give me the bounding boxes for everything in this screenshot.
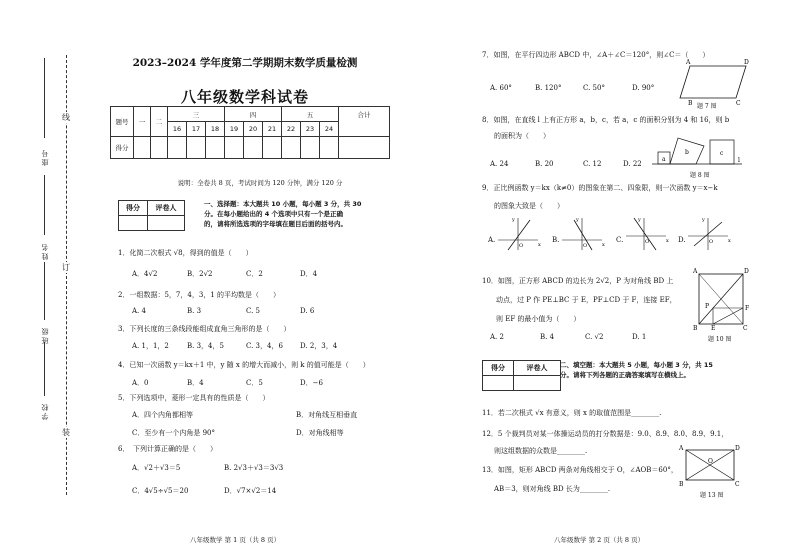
q8-option-d[interactable]: D. 22	[623, 160, 642, 168]
q2-option-c[interactable]: C. 5	[246, 307, 261, 315]
section1-line3: 的，请将所选选项的字母填在题目后面的括号内。	[204, 220, 347, 228]
fig10-label-c: C	[743, 325, 748, 332]
grader-score-cell[interactable]	[119, 216, 148, 231]
score-table-question-label: 题号	[111, 107, 134, 137]
score-table-subnum: 17	[187, 122, 206, 137]
instructions: 说明：全卷共 8 页，考试时间为 120 分钟，满分 120 分	[177, 179, 343, 187]
question-9-line1: 9．正比例函数 y＝kx（k≠0）的图象在第二、四象限，则一次函数 y＝x−k	[482, 184, 718, 192]
score-table	[110, 106, 390, 159]
q9-option-b[interactable]: B.	[552, 236, 560, 244]
fig9a-y: y	[512, 217, 515, 223]
question-13-line1: 13．如图，矩形 ABCD 两条对角线相交于 O，∠AOB＝60°，	[482, 466, 678, 474]
q1-option-d[interactable]: D．4	[300, 270, 318, 278]
figure-8	[652, 124, 742, 166]
question-10-line3: 则 EF 的最小值为（ ）	[496, 315, 581, 323]
q4-option-b[interactable]: B．4	[187, 379, 204, 387]
grader-name-cell[interactable]	[148, 216, 185, 231]
q6-option-c[interactable]: C．4√5÷√5＝20	[132, 487, 189, 495]
q3-option-b[interactable]: B. 3，4，5	[187, 342, 224, 350]
score-cell[interactable]	[301, 137, 320, 159]
fig9b-y: y	[576, 217, 579, 223]
question-12-line1: 12．5 个裁判员对某一体操运动员的打分数据是：9.0、8.9、8.0、8.9、9.1，	[482, 430, 729, 438]
bind-label: 装	[62, 428, 70, 437]
q1-option-c[interactable]: C．2	[246, 270, 263, 278]
question-3: 3．下列长度的三条线段能组成直角三角形的是（ ）	[118, 325, 291, 333]
q5-option-b[interactable]: B．对角线互相垂直	[296, 411, 358, 419]
fig8-label-b: b	[685, 149, 689, 156]
q7-option-a[interactable]: A. 60°	[490, 84, 512, 92]
score-table-subnum: 20	[244, 122, 263, 137]
section2-line1: 二、填空题：本大题共 5 小题，每小题 3 分，共 15	[560, 361, 713, 369]
figure-9a	[498, 216, 542, 252]
grader-box-2	[482, 360, 561, 391]
fig10-label-d: D	[744, 268, 749, 275]
fig10-label-a: A	[693, 268, 698, 275]
fig9b-o: O	[583, 243, 588, 249]
figure-9d	[688, 216, 732, 252]
question-5: 5．下列选项中，菱形一定具有的性质是（ ）	[118, 394, 270, 402]
q10-option-a[interactable]: A. 2	[490, 333, 504, 341]
q4-option-c[interactable]: C．5	[246, 379, 263, 387]
score-table-subnum: 16	[168, 122, 187, 137]
question-4: 4．已知一次函数 y＝kx＋1 中，y 随 x 的增大而减小，则 k 的值可能是（ ）	[118, 361, 370, 369]
question-9-line2: 的图象大致是（ ）	[494, 202, 564, 210]
score-table-col-three: 三	[168, 107, 225, 122]
fig9a-x: x	[538, 242, 541, 248]
question-10-line1: 10．如图，正方形 ABCD 的边长为 2√2，P 为对角线 BD 上	[482, 277, 674, 285]
school-label: 学 校	[41, 404, 49, 421]
grader-name-cell[interactable]	[514, 376, 561, 391]
grader-box-1	[118, 200, 185, 231]
score-table-score-label: 得分	[111, 137, 134, 159]
score-table-col-five: 五	[282, 107, 339, 122]
fig9c-o: O	[645, 239, 650, 245]
score-table-col-two: 二	[151, 107, 168, 137]
score-cell[interactable]	[187, 137, 206, 159]
score-cell[interactable]	[225, 137, 244, 159]
fig7-label-c: C	[736, 100, 741, 107]
school-field[interactable]	[44, 342, 45, 396]
q2-option-d[interactable]: D. 6	[300, 307, 315, 315]
score-table-subnum: 19	[225, 122, 244, 137]
figure-10	[693, 268, 749, 330]
fig10-label-e: E	[711, 325, 716, 332]
fig13-label-a: A	[679, 445, 684, 452]
seal-label: 线	[62, 113, 70, 122]
class-label: 班 级	[41, 328, 49, 345]
q8-option-c[interactable]: C. 12	[583, 160, 602, 168]
fig7-label-b: B	[688, 100, 693, 107]
fig13-caption: 题 13 图	[700, 492, 724, 499]
q6-option-a[interactable]: A．√2＋√3＝5	[132, 464, 181, 472]
q6-option-b[interactable]: B. 2√3＋√3＝3√3	[224, 464, 284, 472]
q5-option-c[interactable]: C．至少有一个内角是 90°	[132, 429, 215, 437]
exam-title: 2023–2024 学年度第二学期期末数学质量检测	[132, 57, 358, 69]
section2-line2: 分。请将下列各题的正确答案填写在横线上。	[560, 371, 690, 379]
fig13-label-o: O	[708, 458, 713, 465]
q8-option-b[interactable]: B. 20	[535, 160, 554, 168]
section1-line1: 一、选择题：本大题共 10 小题，每小题 3 分，共 30	[204, 200, 362, 208]
q5-option-d[interactable]: D．对角线相等	[296, 429, 344, 437]
fig10-label-p: P	[705, 303, 710, 310]
score-table-subnum: 18	[206, 122, 225, 137]
fig8-caption: 题 8 图	[690, 172, 710, 179]
question-12-line2: 则这组数据的众数是________.	[494, 447, 588, 455]
fig9c-x: x	[666, 238, 669, 244]
seat-label: 座 号	[41, 150, 49, 167]
figure-9c	[626, 216, 670, 252]
q3-option-c[interactable]: C. 3，4，6	[246, 342, 283, 350]
question-1: 1．化简二次根式 √8，得到的值是（ ）	[118, 249, 253, 257]
fig8-label-c: c	[720, 150, 724, 157]
fig9a-o: O	[519, 243, 524, 249]
q9-option-a[interactable]: A.	[488, 236, 496, 244]
section1-heading	[204, 199, 361, 229]
name-label: 姓 名	[41, 244, 49, 261]
q9-option-d[interactable]: D.	[678, 236, 686, 244]
page2-footer: 八年级数学 第 2 页（共 8 页）	[554, 536, 645, 544]
fig13-label-c: C	[735, 481, 740, 488]
fig13-label-b: B	[679, 481, 684, 488]
question-11: 11．若二次根式 √x 有意义，则 x 的取值范围是________.	[482, 409, 662, 417]
class-field[interactable]	[44, 262, 45, 320]
score-table-col-one: 一	[134, 107, 151, 137]
q4-option-a[interactable]: A．0	[132, 379, 149, 387]
score-table-col-total: 合计	[339, 107, 390, 137]
grader-score-cell[interactable]	[483, 376, 514, 391]
fig10-label-f: F	[745, 305, 750, 312]
fig10-caption: 题 10 图	[708, 336, 732, 343]
section2-heading	[560, 360, 713, 380]
q10-option-b[interactable]: B. 4	[540, 333, 555, 341]
q1-option-b[interactable]: B．2√2	[187, 270, 213, 278]
figure-9b	[562, 216, 606, 252]
q7-option-d[interactable]: D. 90°	[632, 84, 655, 92]
question-2: 2．一组数据：5，7，4，3，1 的平均数是（ ）	[118, 291, 280, 299]
fig9d-x: x	[728, 238, 731, 244]
score-table-subnum: 21	[263, 122, 282, 137]
fig9d-o: O	[709, 239, 714, 245]
fig10-label-b: B	[693, 325, 698, 332]
q3-option-d[interactable]: D. 2，3，4	[300, 342, 338, 350]
score-cell[interactable]	[134, 137, 151, 159]
question-13-line2: AB＝3，则对角线 BD 长为________.	[494, 485, 611, 493]
q10-option-d[interactable]: D. 1	[632, 333, 647, 341]
score-cell[interactable]	[206, 137, 225, 159]
q9-option-c[interactable]: C.	[616, 236, 624, 244]
fig9d-y: y	[702, 217, 705, 223]
page1-footer: 八年级数学 第 1 页（共 8 页）	[190, 536, 281, 544]
fig9b-x: x	[602, 242, 605, 248]
seat-field[interactable]	[44, 58, 45, 138]
score-cell[interactable]	[244, 137, 263, 159]
q10-option-c[interactable]: C. √2	[585, 333, 604, 341]
grader-name-label: 评卷人	[148, 201, 185, 216]
question-8-line2: 的面积为（ ）	[494, 132, 550, 140]
score-table-subnum: 23	[301, 122, 320, 137]
paper-title: 八年级数学科试卷	[180, 88, 309, 106]
fig8-label-l: l	[738, 157, 740, 164]
question-6: 6． 下列计算正确的是（ ）	[118, 445, 217, 453]
fig7-label-d: D	[744, 59, 749, 66]
score-cell[interactable]	[168, 137, 187, 159]
question-8-line1: 8．如图，在直线 l 上有正方形 a，b，c，若 a，c 的面积分别为 4 和 16，则 b	[482, 116, 730, 124]
grader-score-label: 得分	[119, 201, 148, 216]
score-table-subnum: 22	[282, 122, 301, 137]
fig9c-y: y	[638, 217, 641, 223]
q2-option-b[interactable]: B. 3	[187, 307, 202, 315]
q1-option-a[interactable]: A．4√2	[132, 270, 158, 278]
fold-label: 订	[62, 263, 70, 272]
q4-option-d[interactable]: D．−6	[300, 379, 323, 387]
question-10-line2: 动点，过 P 作 PE⊥BC 于 E，PF⊥CD 于 F，连接 EF，	[496, 296, 677, 304]
score-cell[interactable]	[339, 137, 390, 159]
score-cell[interactable]	[282, 137, 301, 159]
fig13-label-d: D	[735, 445, 740, 452]
q6-option-d[interactable]: D．√7×√2＝14	[224, 487, 277, 495]
score-cell[interactable]	[151, 137, 168, 159]
score-cell[interactable]	[320, 137, 339, 159]
fig7-caption: 题 7 图	[697, 103, 717, 110]
question-7: 7．如图，在平行四边形 ABCD 中，∠A＋∠C＝120°，则∠C＝（ ）	[482, 51, 710, 59]
q5-option-a[interactable]: A．四个内角都相等	[132, 411, 194, 419]
name-field[interactable]	[44, 175, 45, 235]
q8-option-a[interactable]: A. 24	[490, 160, 509, 168]
section1-line2: 分。在每小题给出的 4 个选项中只有一个是正确	[204, 210, 344, 218]
figure-13	[678, 444, 742, 488]
fig8-label-a: a	[662, 156, 666, 163]
grader-name-label: 评卷人	[514, 361, 561, 376]
score-table-col-four: 四	[225, 107, 282, 122]
q2-option-a[interactable]: A. 4	[132, 307, 146, 315]
q7-option-c[interactable]: C. 50°	[583, 84, 605, 92]
score-cell[interactable]	[263, 137, 282, 159]
fig7-label-a: A	[686, 59, 691, 66]
q7-option-b[interactable]: B. 120°	[535, 84, 562, 92]
score-table-subnum: 24	[320, 122, 339, 137]
q3-option-a[interactable]: A. 1，1，2	[132, 342, 169, 350]
grader-score-label: 得分	[483, 361, 514, 376]
